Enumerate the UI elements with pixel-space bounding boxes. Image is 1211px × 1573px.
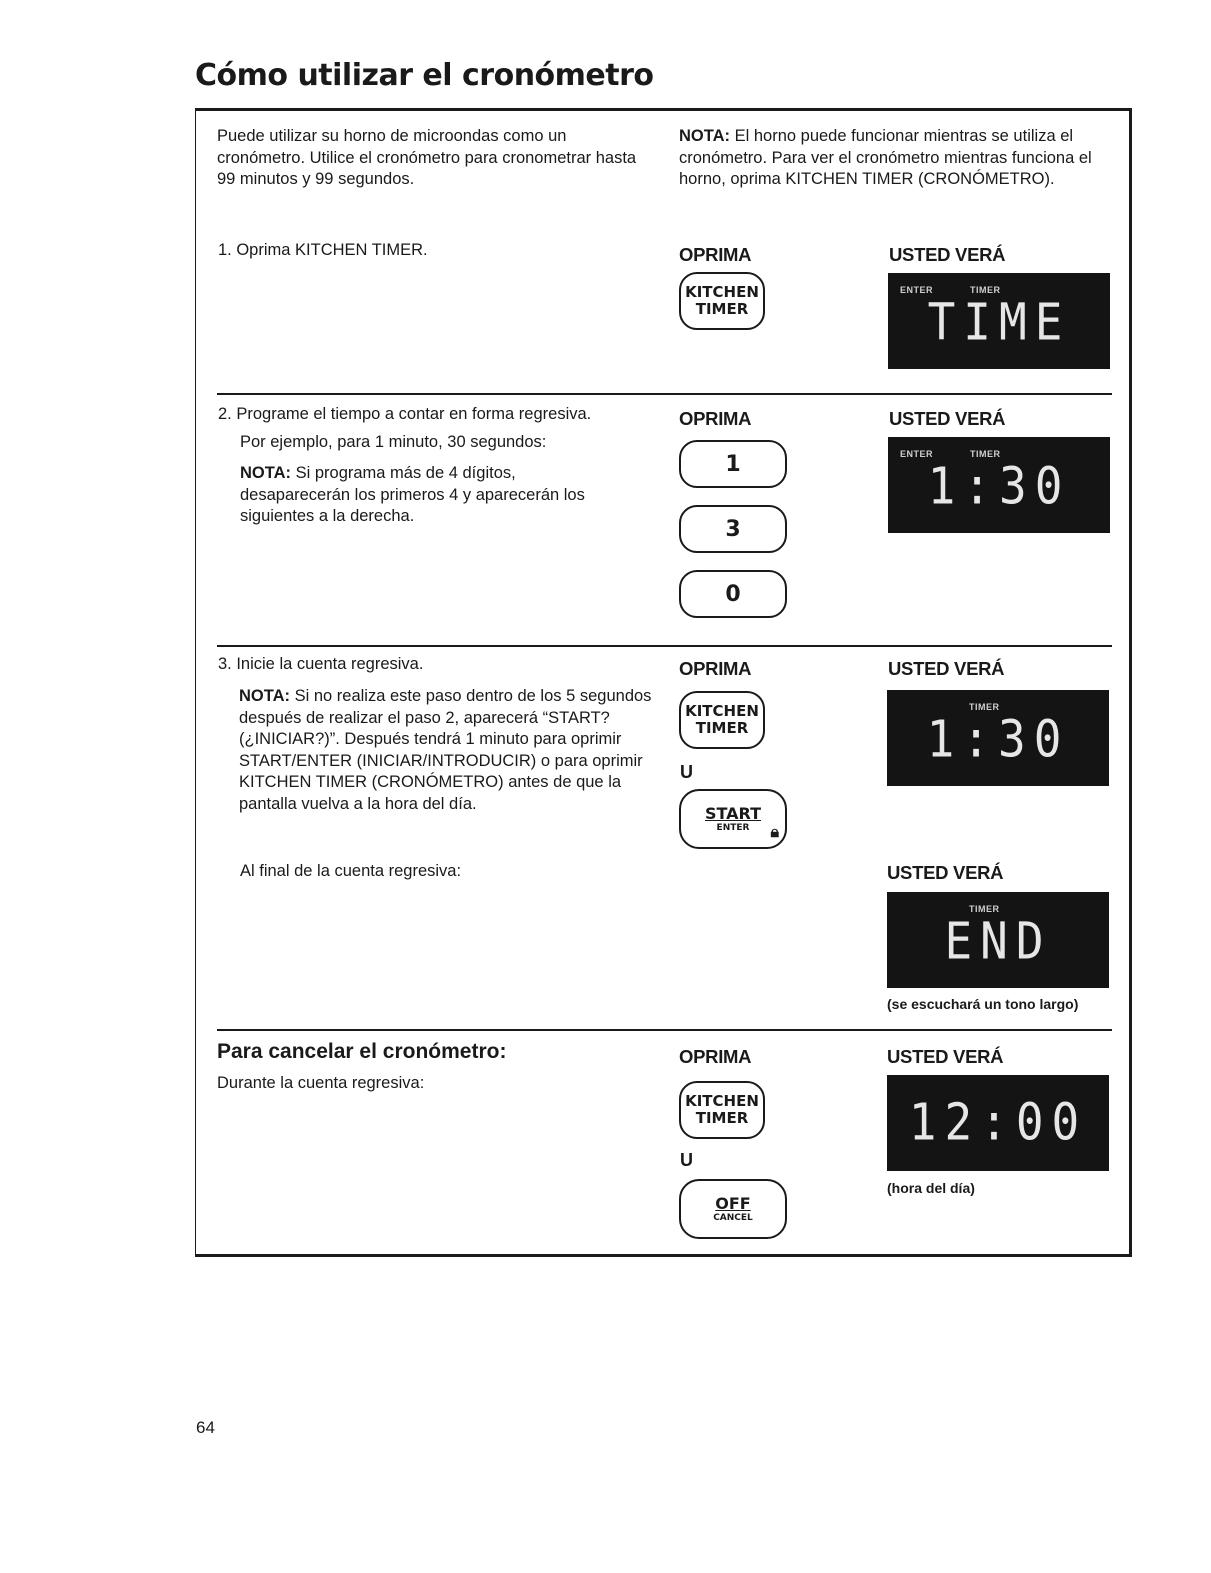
end-caption: (se escuchará un tono largo): [887, 996, 1079, 1012]
display-value: TIME: [927, 292, 1071, 352]
off-cancel-button[interactable]: [679, 1179, 787, 1239]
kitchen-timer-button[interactable]: [679, 1081, 765, 1139]
display-value: 1:30: [927, 456, 1071, 516]
number-0-button[interactable]: 0: [679, 570, 787, 618]
step-2-note-label: NOTA:: [240, 464, 292, 482]
step-3-press-label: OPRIMA: [679, 658, 752, 679]
kitchen-timer-label-2: TIMER: [695, 719, 749, 737]
step-3-text: 3. Inicie la cuenta regresiva.: [218, 655, 424, 673]
step-3-end-text: Al final de la cuenta regresiva:: [240, 862, 462, 880]
display-clock: [887, 1075, 1109, 1171]
step-2-text: 2. Programe el tiempo a contar en forma regresiva.: [218, 405, 592, 423]
cancel-text: Durante la cuenta regresiva:: [217, 1074, 425, 1092]
kitchen-timer-label-2: TIMER: [695, 300, 749, 318]
display-indicator-timer: TIMER: [969, 702, 1000, 712]
kitchen-timer-button[interactable]: [679, 691, 765, 749]
or-label: U: [680, 1150, 693, 1170]
step-3-end-see-label: USTED VERÁ: [887, 862, 1004, 883]
kitchen-timer-label-1: KITCHEN: [685, 283, 759, 301]
step-1-see-label: USTED VERÁ: [889, 244, 1006, 265]
kitchen-timer-button[interactable]: [679, 272, 765, 330]
display-countdown-running: [887, 690, 1109, 786]
number-3-button[interactable]: 3: [679, 505, 787, 553]
kitchen-timer-label-1: KITCHEN: [685, 702, 759, 720]
display-indicator-enter: ENTER: [900, 285, 934, 295]
lock-icon: 🔒︎: [770, 822, 779, 841]
step-3-note: [239, 686, 654, 815]
kitchen-timer-label-2: TIMER: [695, 1109, 749, 1127]
step-1-text: 1. Oprima KITCHEN TIMER.: [218, 241, 428, 259]
cancel-label: CANCEL: [713, 1212, 753, 1223]
step-2-press-label: OPRIMA: [679, 408, 752, 429]
display-indicator-timer: TIMER: [970, 449, 1001, 459]
display-value: 1:30: [926, 709, 1070, 769]
or-label: U: [680, 762, 693, 782]
divider: [217, 393, 1112, 395]
kitchen-timer-label-1: KITCHEN: [685, 1092, 759, 1110]
step-2-note-text: Si programa más de 4 dígitos, desaparecerán los primeros 4 y aparecerán los siguientes a la derecha.: [240, 464, 585, 525]
divider: [217, 645, 1112, 647]
start-enter-button[interactable]: [679, 789, 787, 849]
page-number: 64: [196, 1418, 215, 1437]
display-value: 12:00: [908, 1092, 1088, 1152]
step-3-see-label: USTED VERÁ: [888, 658, 1005, 679]
step-3-note-text: Si no realiza este paso dentro de los 5 segundos después de realizar el paso 2, aparecerá “START?(¿INICIAR?)”. Después tendrá 1 minuto para oprimir START/ENTER (INICIAR/INTRODUCIR) o para oprimir KITCHEN TIMER (CRONÓMETRO) antes de que la pantalla vuelva a la hora del día.: [239, 687, 652, 813]
step-2-see-label: USTED VERÁ: [889, 408, 1006, 429]
intro-note-text: El horno puede funcionar mientras se utiliza el cronómetro. Para ver el cronómetro mientras funciona el horno, oprima KITCHEN TIMER (CRONÓMETRO).: [679, 127, 1092, 188]
off-label: OFF: [715, 1193, 751, 1213]
intro-note-label: NOTA:: [679, 127, 731, 145]
display-indicator-timer: TIMER: [969, 904, 1000, 914]
cancel-press-label: OPRIMA: [679, 1046, 752, 1067]
step-2-note: [240, 463, 620, 528]
display-indicator-enter: ENTER: [900, 449, 934, 459]
display-indicator-timer: TIMER: [970, 285, 1001, 295]
enter-label: ENTER: [716, 822, 750, 833]
cancel-see-label: USTED VERÁ: [887, 1046, 1004, 1067]
number-1-button[interactable]: 1: [679, 440, 787, 488]
display-time: [888, 273, 1110, 369]
step-2-example: Por ejemplo, para 1 minuto, 30 segundos:: [240, 433, 547, 451]
step-3-note-label: NOTA:: [239, 687, 291, 705]
step-1-press-label: OPRIMA: [679, 244, 752, 265]
intro-text: Puede utilizar su horno de microondas como un cronómetro. Utilice el cronómetro para cronometrar hasta 99 minutos y 99 segundos.: [217, 127, 637, 188]
display-countdown: [888, 437, 1110, 533]
divider: [217, 1029, 1112, 1031]
intro-note: [679, 126, 1109, 191]
clock-caption: (hora del día): [887, 1180, 975, 1196]
display-end: [887, 892, 1109, 988]
display-value: END: [944, 911, 1052, 971]
page-title: Cómo utilizar el cronómetro: [195, 58, 654, 93]
start-label: START: [704, 803, 762, 823]
cancel-title: Para cancelar el cronómetro:: [217, 1040, 507, 1063]
